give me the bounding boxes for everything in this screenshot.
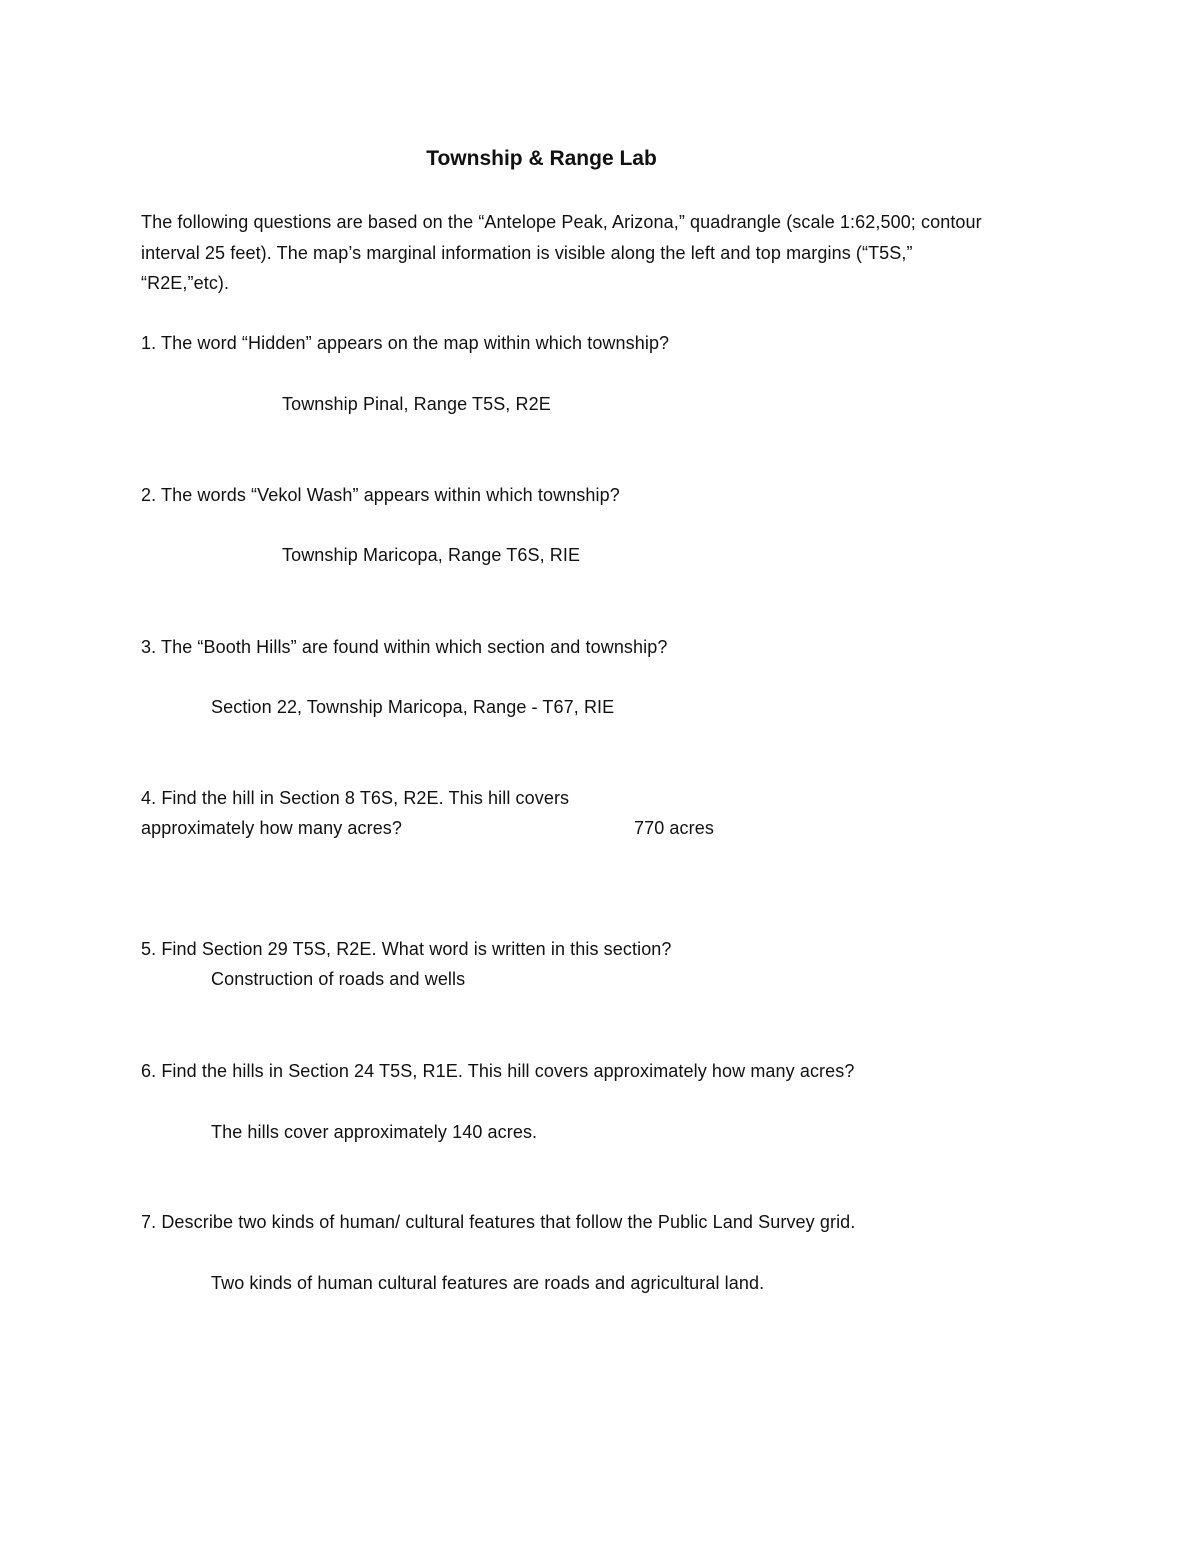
answer-6: The hills cover approximately 140 acres. bbox=[211, 1122, 538, 1142]
answer-3: Section 22, Township Maricopa, Range - T67, RIE bbox=[211, 697, 615, 717]
question-text: Describe two kinds of human/ cultural features that follow the Public Land Survey grid. bbox=[161, 1212, 856, 1232]
question-number: 6. bbox=[141, 1061, 157, 1081]
answer-1: Township Pinal, Range T5S, R2E bbox=[282, 394, 551, 414]
question-3 bbox=[141, 632, 667, 662]
question-text: The word “Hidden” appears on the map within which township? bbox=[161, 333, 670, 353]
question-1 bbox=[141, 328, 669, 358]
question-number: 3. bbox=[141, 637, 157, 657]
intro-line-1: The following questions are based on the “Antelope Peak, Arizona,” quadrangle (scale 1:62,500; contour bbox=[141, 212, 982, 232]
intro-line-2: interval 25 feet). The map’s marginal information is visible along the left and top margins (“T5S,” bbox=[141, 243, 913, 263]
question-5 bbox=[141, 934, 672, 964]
question-number: 4. bbox=[141, 788, 157, 808]
question-text: The words “Vekol Wash” appears within which township? bbox=[161, 485, 620, 505]
question-number: 1. bbox=[141, 333, 157, 353]
question-6 bbox=[141, 1056, 854, 1086]
question-4-line-2: approximately how many acres? bbox=[141, 818, 403, 838]
question-text: The “Booth Hills” are found within which section and township? bbox=[161, 637, 668, 657]
question-4 bbox=[141, 783, 569, 813]
intro-line-3: “R2E,”etc). bbox=[141, 273, 230, 293]
question-text: Find Section 29 T5S, R2E. What word is written in this section? bbox=[161, 939, 672, 959]
question-2 bbox=[141, 480, 620, 510]
question-7 bbox=[141, 1207, 855, 1237]
question-number: 7. bbox=[141, 1212, 157, 1232]
answer-5: Construction of roads and wells bbox=[211, 969, 466, 989]
answer-2: Township Maricopa, Range T6S, RIE bbox=[282, 545, 581, 565]
answer-4: 770 acres bbox=[634, 818, 714, 838]
question-text: Find the hill in Section 8 T6S, R2E. This hill covers bbox=[161, 788, 570, 808]
question-number: 5. bbox=[141, 939, 157, 959]
answer-7: Two kinds of human cultural features are roads and agricultural land. bbox=[211, 1273, 765, 1293]
question-number: 2. bbox=[141, 485, 157, 505]
question-text: Find the hills in Section 24 T5S, R1E. This hill covers approximately how many acres? bbox=[161, 1061, 855, 1081]
page-title: Township & Range Lab bbox=[426, 147, 657, 170]
